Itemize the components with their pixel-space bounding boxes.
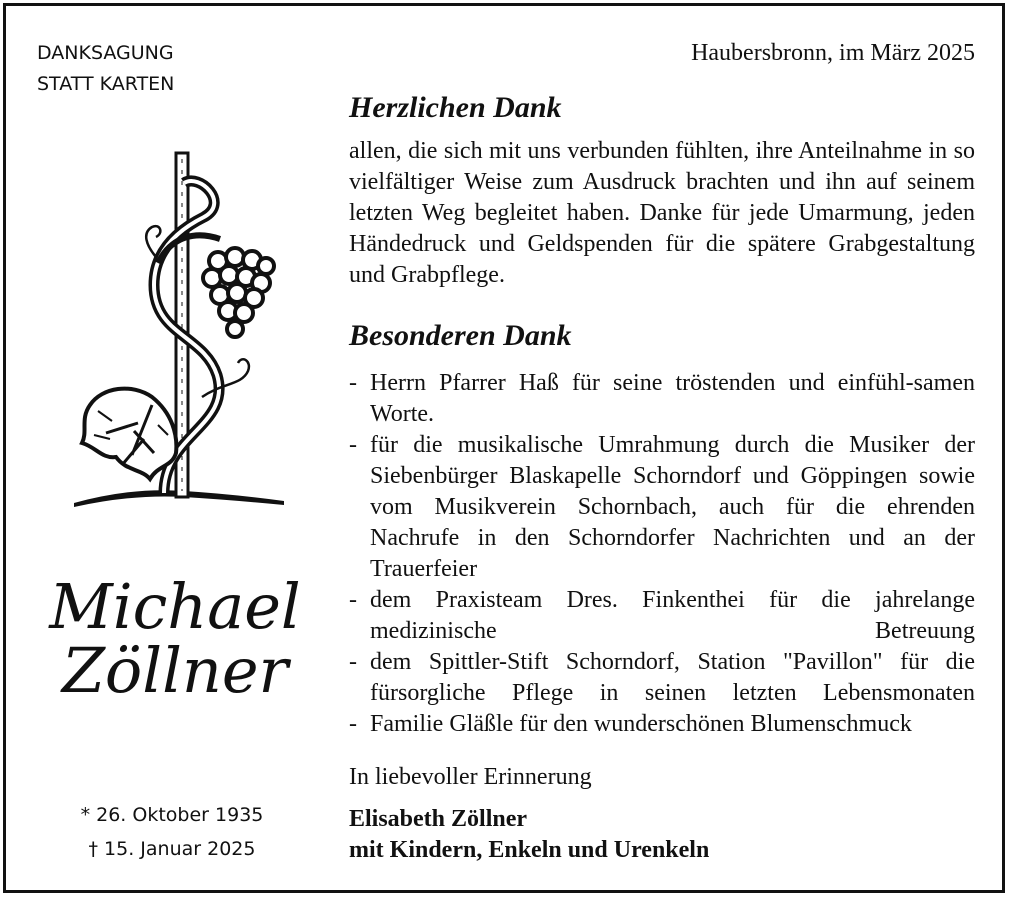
list-dash: - [349, 711, 357, 737]
notice-type-label [37, 38, 174, 100]
list-item-text: Herrn Pfarrer Haß für seine tröstenden und einfühl-samen Worte. [370, 370, 975, 427]
list-item-text: dem Praxisteam Dres. Finkenthei für die jahrelange medizinische Betreuung [370, 587, 975, 644]
signer-family: mit Kindern, Enkeln und Urenkeln [349, 837, 710, 863]
death-date: † 15. Januar 2025 [88, 838, 256, 860]
list-item-text: für die musikalische Umrahmung durch die Musiker der Siebenbürger Blaskapelle Schorndorf und Göppingen sowie vom Musikverein Schornbach, auch für die ehrenden Nachrufe in den Schorndorfer Nachrichten und an der Trauerfeier [370, 432, 975, 582]
label-line-2: STATT KARTEN [37, 73, 175, 95]
remembrance-line: In liebevoller Erinnerung [349, 764, 592, 790]
list-dash: - [349, 370, 357, 396]
first-name: Michael [49, 570, 301, 643]
deceased-name [30, 570, 320, 707]
birth-date: * 26. Oktober 1935 [80, 804, 264, 826]
list-item-text: Familie Gläßle für den wunderschönen Blumenschmuck [370, 711, 912, 737]
special-thanks-heading: Besonderen Dank [349, 319, 572, 352]
notice-body [349, 86, 975, 866]
list-dash: - [349, 587, 357, 613]
list-item [349, 585, 975, 647]
list-item [349, 647, 975, 709]
list-item [349, 368, 975, 430]
signer-name: Elisabeth Zöllner [349, 806, 528, 832]
life-dates [42, 798, 302, 866]
last-name: Zöllner [61, 634, 289, 707]
label-line-1: DANKSAGUNG [37, 42, 174, 64]
list-dash: - [349, 432, 357, 458]
thanks-heading: Herzlichen Dank [349, 91, 562, 124]
grapevine-illustration-icon [72, 135, 287, 510]
list-item-text: dem Spittler-Stift Schorndorf, Station "Pavillon" für die fürsorgliche Pflege in seinen letzten Lebensmonaten [370, 649, 975, 706]
list-item [349, 430, 975, 585]
place-date: Haubersbronn, im März 2025 [691, 40, 975, 66]
list-dash: - [349, 649, 357, 675]
special-thanks-list [349, 368, 975, 740]
thanks-paragraph: allen, die sich mit uns verbunden fühlten, ihre Anteilnahme in so vielfältiger Weise zum Ausdruck brachten und ihn auf seinem letzten Weg begleitet haben. Danke für jede Umarmung, jeden Händedruck und Geldspenden für die spätere Grabgestaltung und Grabpflege. [349, 138, 975, 288]
signature-block [349, 804, 975, 866]
list-item [349, 709, 975, 740]
